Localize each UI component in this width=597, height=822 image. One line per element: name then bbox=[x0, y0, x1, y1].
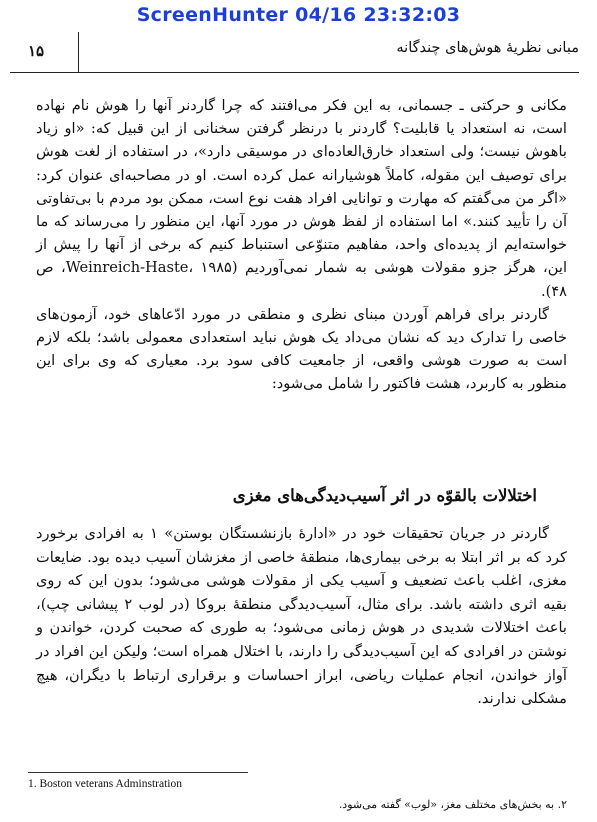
paragraph-2: گاردنر برای فراهم آوردن مبنای نظری و منطقی در مورد ادّعاهای خود، آزمون‌های خاصی را تدارک دید که نشان می‌داد یک هوش نباید استعدادی معمولی باشد؛ بلکه لازم است به صورت هوشی واقعی، از جامعیت کافی سود برد. معیاری که وی برای این منظور به کاربرد، هشت فاکتور را شامل می‌شود: bbox=[36, 305, 567, 393]
footnote-2: ۲. به بخش‌های مختلف مغز، «لوب» گفته می‌شود. bbox=[338, 798, 567, 811]
footnote-divider bbox=[28, 772, 248, 773]
page-number: ۱۵ bbox=[28, 42, 45, 60]
running-title: مبانی نظریهٔ هوش‌های چندگانه bbox=[396, 40, 579, 56]
screenhunter-timestamp-overlay: ScreenHunter 04/16 23:32:03 bbox=[136, 4, 461, 26]
header-divider bbox=[78, 32, 79, 72]
body-text bbox=[36, 94, 567, 396]
section-paragraph-1: گاردنر در جریان تحقیقات خود در «ادارهٔ بازنشستگان بوستن» ۱ به افرادی برخورد کرد که بر اثر ابتلا به برخی بیماری‌ها، منطقهٔ خاصی از مغزشان آسیب دیده بود. ضایعات مغزی، اغلب باعث تضعیف و آسیب یکی از مقولات هوشی می‌شود؛ بدون این که روی بقیه اثری داشته باشد. برای مثال، آسیب‌دیدگی منطقهٔ بروکا (در لوب ۲ پیشانی چپ)، باعث اختلالات شدیدی در هوش زمانی می‌شود؛ به طوری که صحبت کردن، خواندن و نوشتن در افرادی که این آسیب‌دیدگی را دارند، با اختلال همراه است؛ ولیکن این افراد در آواز خواندن، انجام عملیات ریاضی، ابراز احساسات و برقراری ارتباط با دیگران، هیچ مشکلی ندارند. bbox=[36, 525, 567, 708]
section-heading: اختلالات بالقوّه در اثر آسیب‌دیدگی‌های مغزی bbox=[232, 486, 537, 505]
footnote-1: 1. Boston veterans Adminstration bbox=[28, 778, 182, 790]
paragraph-1: مکانی و حرکتی ـ جسمانی، به این فکر می‌افتند که چرا گاردنر آنها را هوش نام نهاده است، نه استعداد یا قابلیت؟ گاردنر با درنظر گرفتن سخنانی از این قبیل که: «او زیاد باهوش نیست؛ ولی استعداد خارق‌العاده‌ای در موسیقی دارد»، در استفاده از لغت هوش برای توصیف این مقوله، کاملاً هوشیارانه عمل کرده است. او در مصاحبه‌ای عنوان کرد: «اگر من می‌گفتم که مهارت و توانایی افراد هفت نوع است، ممکن بود مردم با بی‌تفاوتی آن را تأیید کنند.» اما استفاده از لفظ هوش در مورد آنها، این منظور را می‌رساند که ما خواسته‌ایم از پدیده‌ای واحد، مفاهیم متنوّعی استنباط کنیم که برخی از آنها را پیش از این، هرگز جزو مقولات هوشی به شمار نمی‌آوردیم (Weinreich-Haste، ۱۹۸۵، ص ۴۸). bbox=[36, 97, 567, 300]
section-body bbox=[36, 522, 567, 711]
page-header bbox=[10, 32, 579, 73]
